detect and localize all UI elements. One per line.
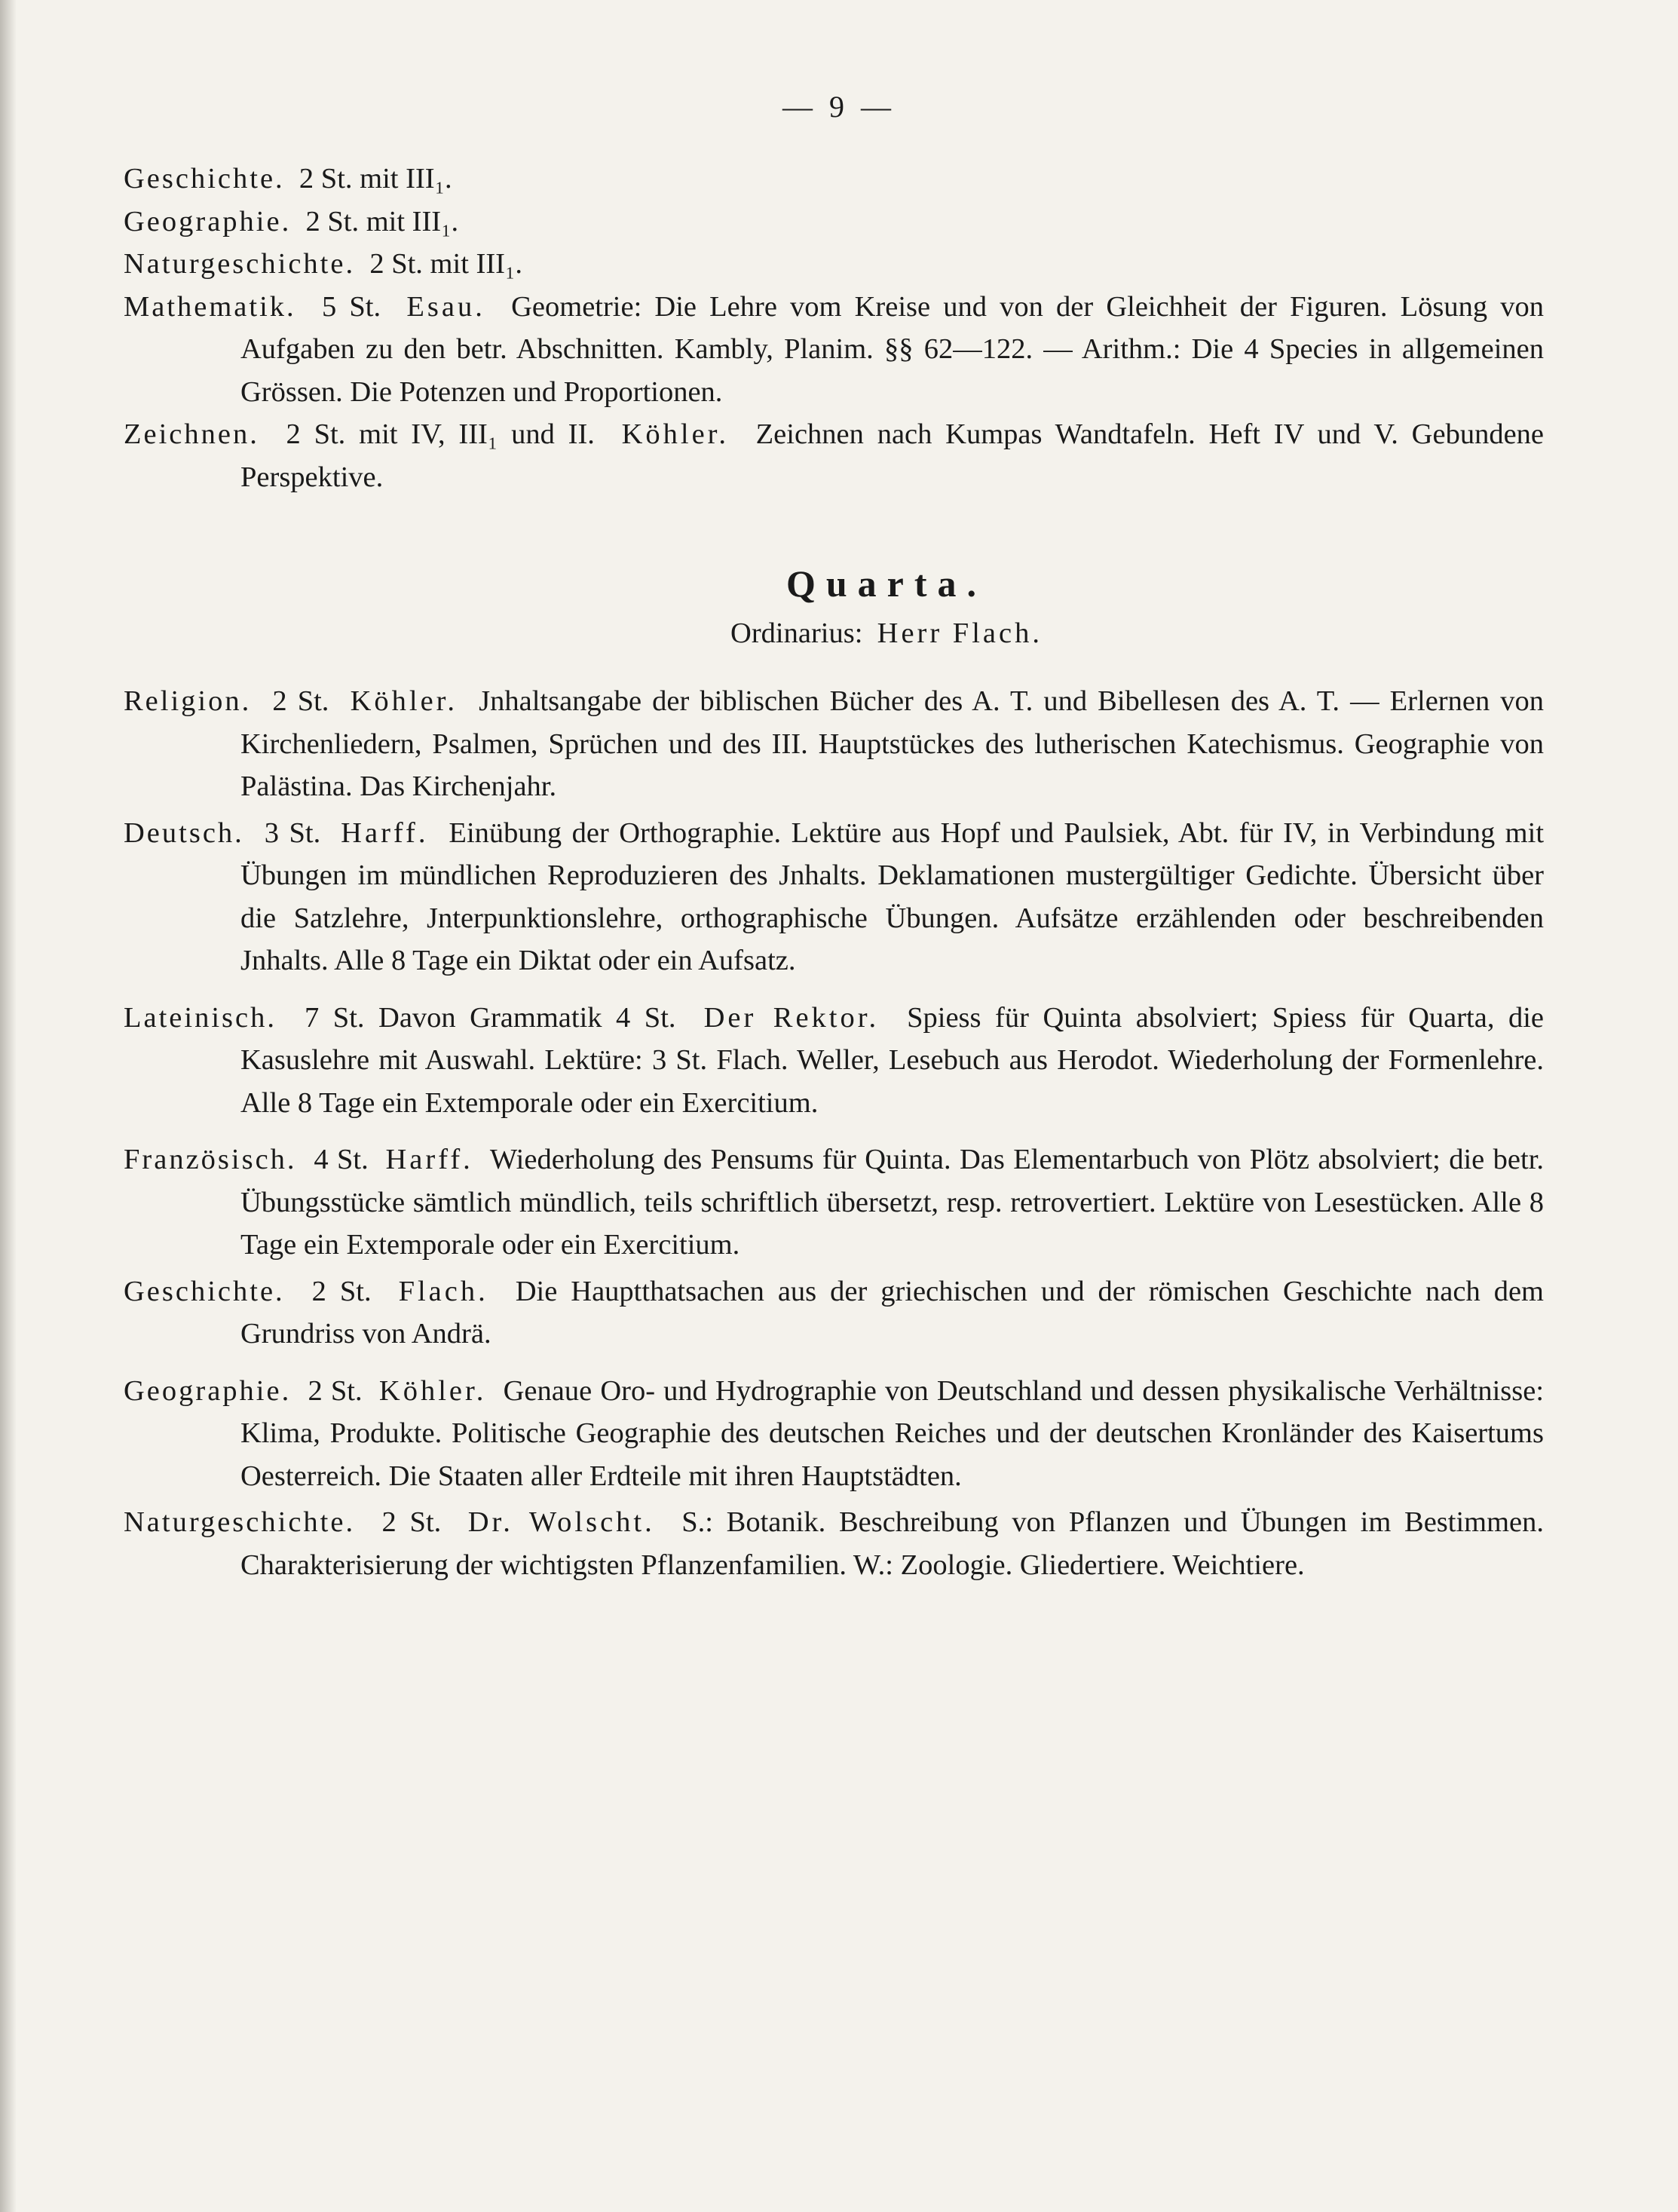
teacher-name: Harff.	[341, 816, 429, 849]
scan-edge-shadow	[0, 0, 17, 2212]
entry-hours: 2 St.	[311, 1275, 372, 1307]
quarta-section	[124, 556, 1544, 1586]
entry-franzoesisch	[124, 1138, 1544, 1267]
teacher-name: Flach.	[398, 1275, 488, 1307]
entry-hours: 4 St.	[314, 1144, 369, 1175]
subject-label: Geschichte.	[124, 163, 285, 195]
entry-religion	[124, 680, 1544, 808]
subject-label: Deutsch.	[124, 816, 244, 849]
subject-label: Religion.	[124, 685, 252, 717]
subject-label: Geographie.	[124, 205, 292, 237]
entry-hours: 2 St.	[308, 1374, 363, 1407]
ordinarius-label: Ordinarius:	[730, 617, 863, 649]
teacher-name: Esau.	[406, 290, 485, 323]
entry-geschichte-top	[124, 158, 1544, 201]
teacher-name: Harff.	[385, 1144, 473, 1175]
subject-label: Lateinisch.	[124, 1001, 277, 1034]
teacher-name: Der Rektor.	[703, 1001, 880, 1034]
page-number: — 9 —	[782, 90, 896, 124]
entry-deutsch	[124, 812, 1544, 982]
entry-hours: 2 St. mit IV, III₁ und II.	[286, 418, 595, 450]
teacher-name: Dr. Wolscht.	[467, 1506, 655, 1538]
subject-label: Naturgeschichte.	[124, 1506, 356, 1538]
teacher-name: Köhler.	[378, 1374, 487, 1407]
subject-label: Naturgeschichte.	[124, 248, 356, 280]
entry-zeichnen	[124, 413, 1544, 498]
entry-mathematik	[124, 286, 1544, 414]
entry-text: Geometrie: Die Lehre vom Kreise und von der Gleichheit der Figuren. Lösung von Aufgaben zu den betr. Abschnitten. Kambly, Planim. §§ 62—122. — Arithm.: Die 4 Species in allgemeinen Grössen. Die Potenzen und Proportionen.	[240, 290, 1545, 408]
subject-label: Geschichte.	[124, 1275, 285, 1307]
entry-text: Spiess für Quinta absolviert; Spiess für Quarta, die Kasuslehre mit Auswahl. Lektüre: 3 St. Flach. Weller, Lesebuch aus Herodot. Wiederholung der Formenlehre. Alle 8 Tage ein Extemporale oder ein Exercitium.	[240, 1001, 1545, 1119]
entry-hours: 5 St.	[321, 290, 381, 323]
entry-text: Zeichnen nach Kumpas Wandtafeln. Heft IV und V. Gebundene Perspektive.	[240, 418, 1545, 493]
entry-text: S.: Botanik. Beschreibung von Pflanzen und Übungen im Bestimmen. Charakterisierung der wichtigsten Pflanzenfamilien. W.: Zoologie. Gliedertiere. Weichtiere.	[240, 1506, 1545, 1581]
entry-hours: 3 St.	[264, 816, 321, 849]
entry-text: 2 St. mit III₁.	[299, 163, 452, 195]
section-heading: Quarta.	[785, 562, 988, 605]
entry-text: Jnhaltsangabe der biblischen Bücher des A. T. und Bibellesen des A. T. — Erlernen von Kirchenliedern, Psalmen, Sprüchen und des III. Hauptstückes des lutherischen Katechismus. Geographie von Palästina. Das Kirchenjahr.	[240, 685, 1545, 802]
entry-naturgeschichte	[124, 1501, 1544, 1586]
entry-geschichte	[124, 1270, 1544, 1356]
entry-text: Die Hauptthatsachen aus der griechischen und der römischen Geschichte nach dem Grundriss von Andrä.	[240, 1275, 1545, 1350]
ordinarius-name: Herr Flach.	[877, 617, 1043, 649]
entry-hours: 7 St. Davon Grammatik 4 St.	[305, 1001, 676, 1034]
entry-geographie-top	[124, 201, 1544, 244]
entry-hours: 2 St.	[272, 685, 329, 717]
entry-naturgeschichte-top	[124, 243, 1544, 286]
entry-text: Einübung der Orthographie. Lektüre aus Hopf und Paulsiek, Abt. für IV, in Verbindung mit Übungen im mündlichen Reproduzieren des Jnhalts. Deklamationen mustergültiger Gedichte. Übersicht über die Satzlehre, Jnterpunktionslehre, orthographische Übungen. Aufsätze erzählenden oder beschreibenden Jnhalts. Alle 8 Tage ein Diktat oder ein Aufsatz.	[240, 816, 1545, 976]
teacher-name: Köhler.	[350, 685, 458, 717]
subject-label: Französisch.	[124, 1144, 297, 1175]
entry-text: 2 St. mit III₁.	[369, 248, 523, 280]
entry-geographie	[124, 1370, 1544, 1498]
subject-label: Zeichnen.	[124, 418, 259, 450]
entry-text: Genaue Oro- und Hydrographie von Deutschland und dessen physikalische Verhältnisse: Klima, Produkte. Politische Geographie des deutschen Reiches und der deutschen Kronländer des Kaisertums Oesterreich. Die Staaten aller Erdteile mit ihren Hauptstädten.	[240, 1374, 1545, 1492]
ordinarius-line	[229, 611, 1544, 656]
subject-label: Geographie.	[124, 1374, 292, 1407]
subject-label: Mathematik.	[124, 290, 296, 323]
entry-text: 2 St. mit III₁.	[305, 205, 459, 237]
entry-lateinisch	[124, 997, 1544, 1125]
teacher-name: Köhler.	[621, 418, 729, 450]
entry-hours: 2 St.	[381, 1506, 442, 1538]
top-entries	[124, 158, 1544, 498]
entry-text: Wiederholung des Pensums für Quinta. Das Elementarbuch von Plötz absolviert; die betr. Übungsstücke sämtlich mündlich, teils schriftlich übersetzt, resp. retrovertiert. Lektüre von Lesestücken. Alle 8 Tage ein Extemporale oder ein Exercitium.	[240, 1144, 1545, 1261]
